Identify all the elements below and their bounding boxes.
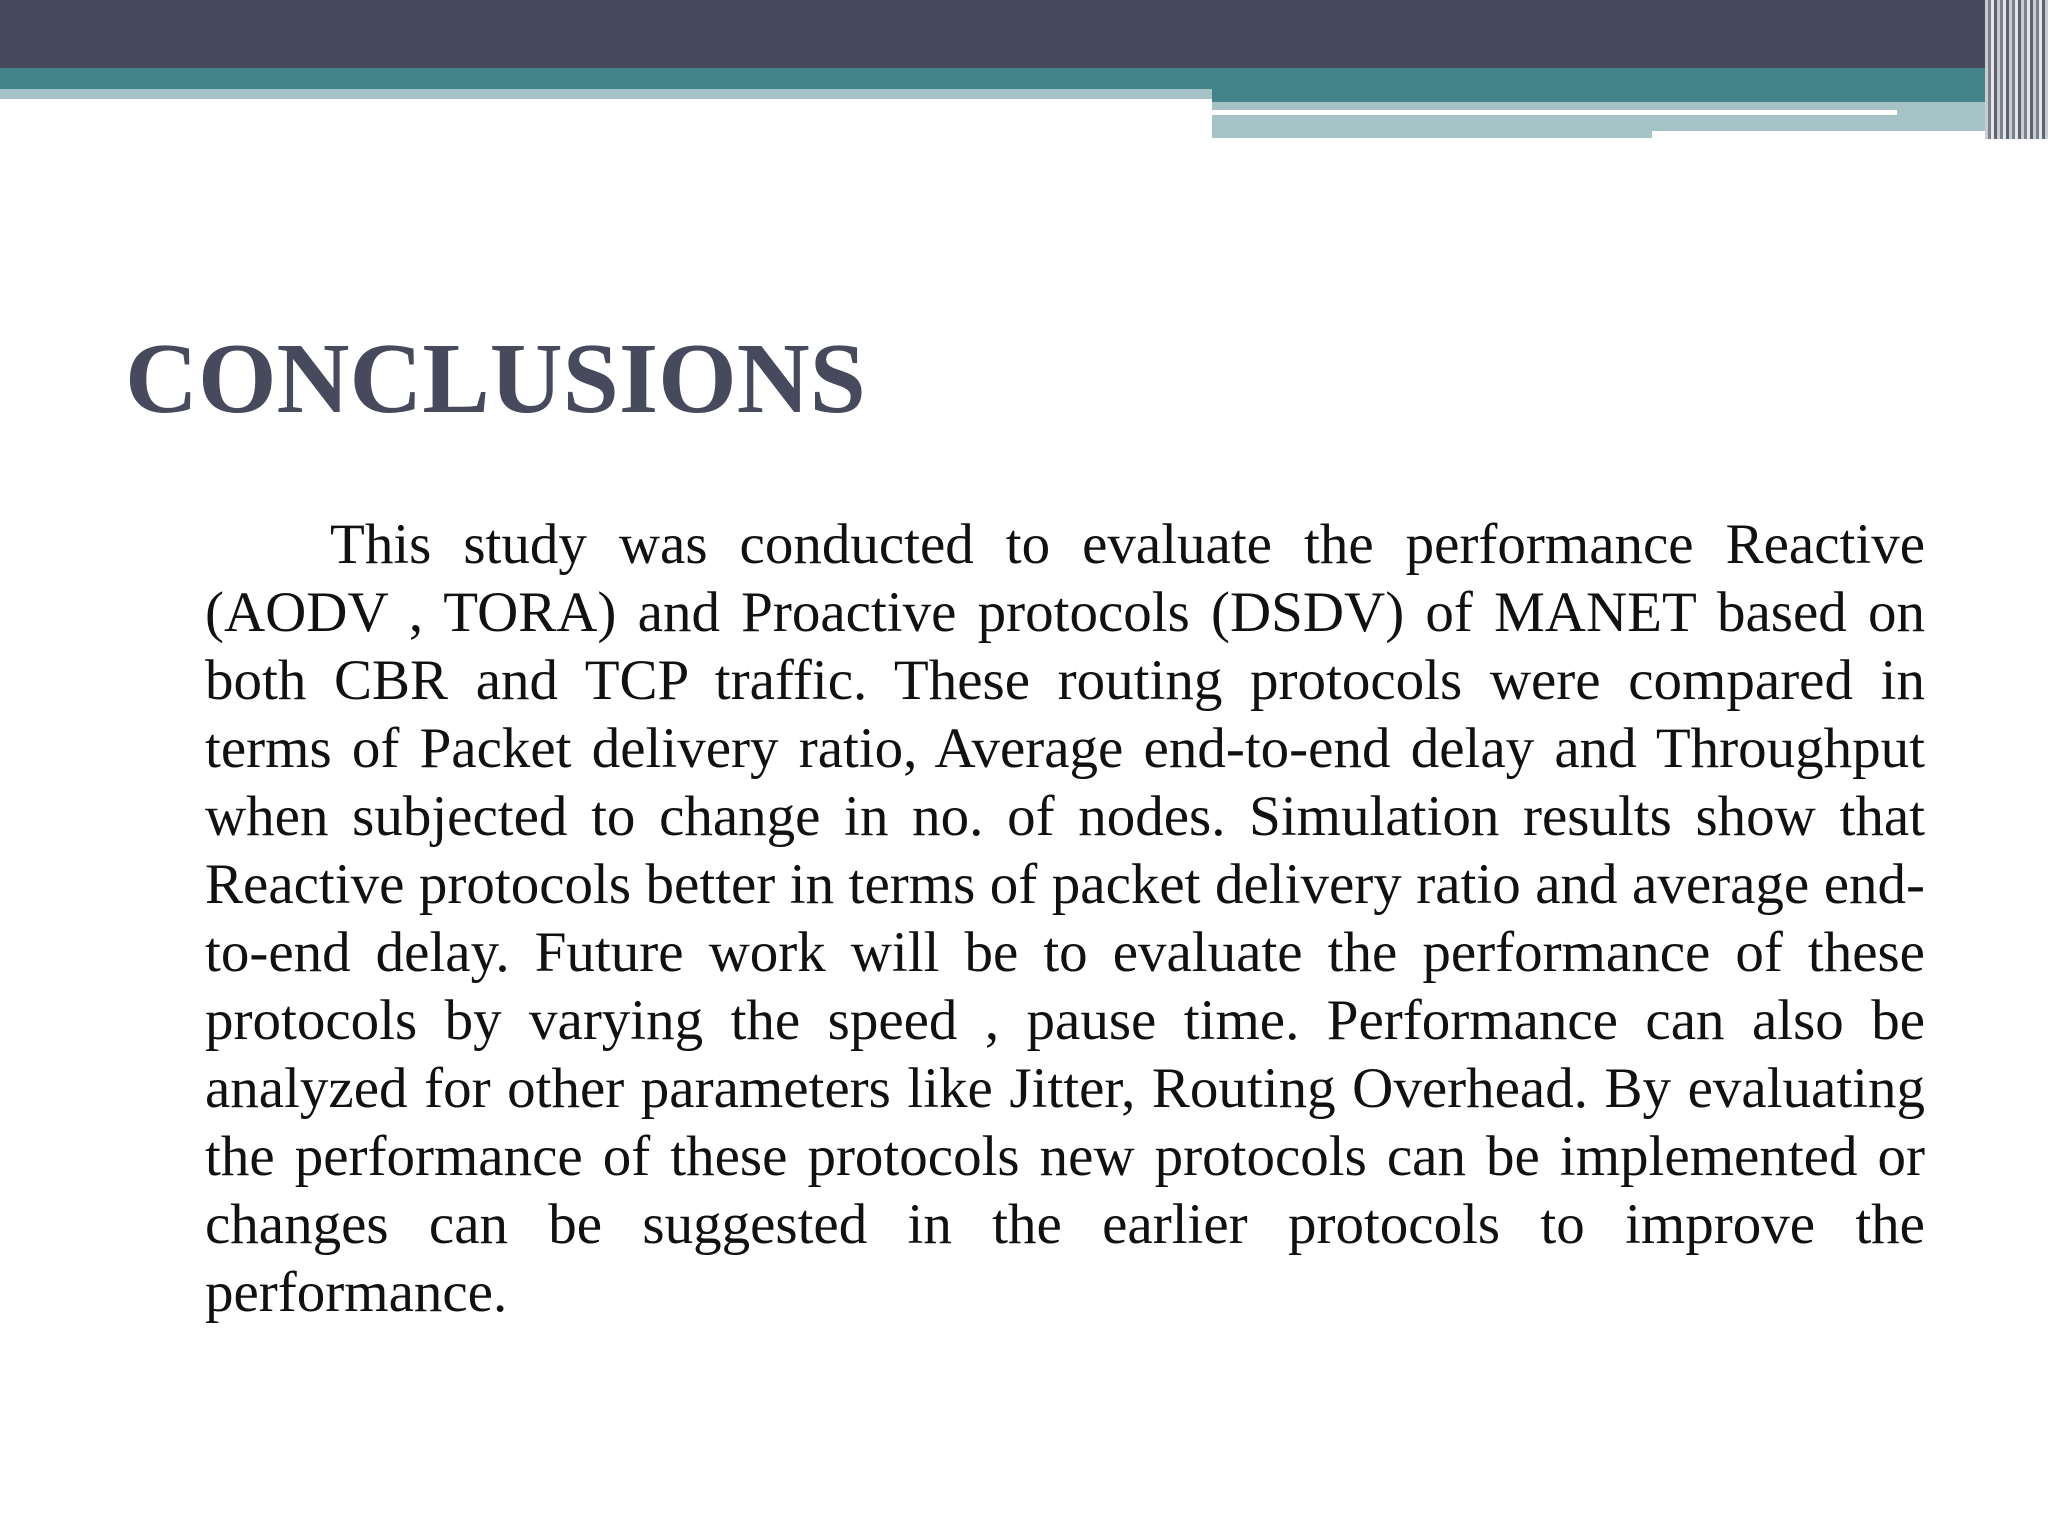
header-divider-line-short [1652, 131, 2012, 139]
header-bar [0, 0, 2048, 68]
header-accent-light-left [0, 89, 1212, 99]
slide-body-paragraph: This study was conducted to evaluate the performance Reactive (AODV , TORA) and Proactive protocols (DSDV) of MANET based on both CBR and TCP traffic. These routing protocols were compared in terms of Packet delivery ratio, Average end-to-end delay and Throughput when subjected to change in no. of nodes. Simulation results show that Reactive protocols better in terms of packet delivery ratio and average end-to-end delay. Future work will be to evaluate the performance of these protocols by varying the speed , pause time. Performance can also be analyzed for other parameters like Jitter, Routing Overhead. By evaluating the performance of these protocols new protocols can be implemented or changes can be suggested in the earlier protocols to improve the performance. [205, 513, 1925, 1324]
slide-title: CONCLUSIONS [125, 322, 866, 434]
header-accent-teal-right [1212, 68, 2012, 102]
header-divider-line [1212, 110, 1897, 115]
header-stripes-decoration [1985, 0, 2048, 139]
header-accent-teal-left [0, 68, 1212, 89]
